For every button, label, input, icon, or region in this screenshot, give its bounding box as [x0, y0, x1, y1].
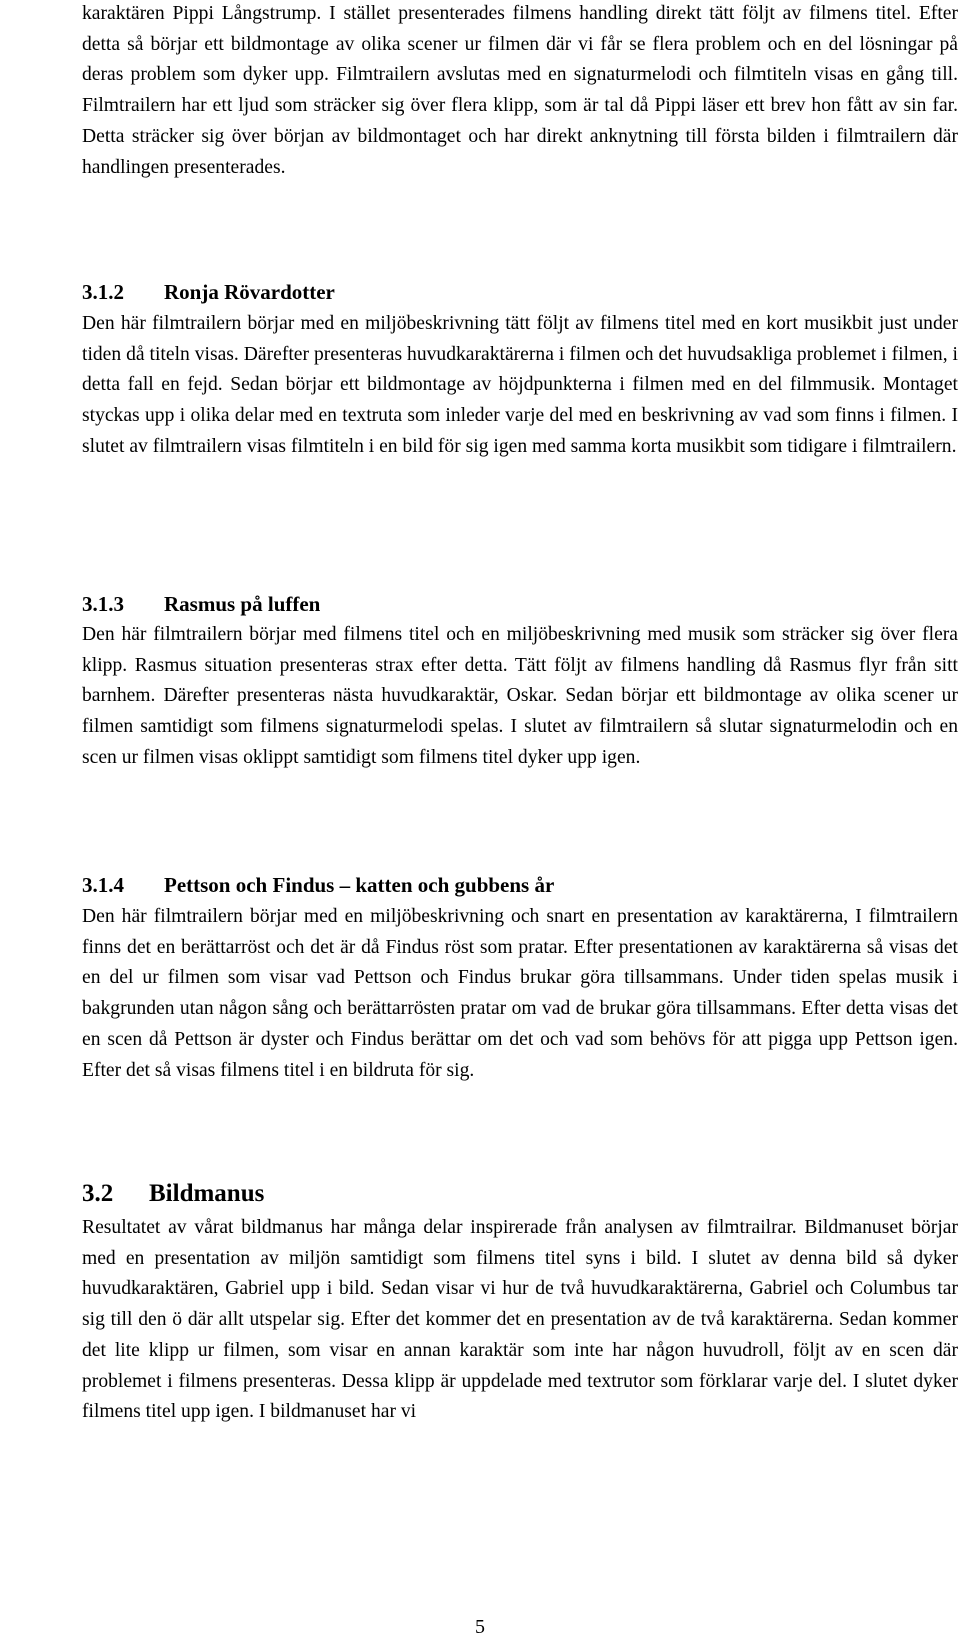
section-heading-3-1-3 [82, 589, 320, 619]
section-number: 3.1.2 [82, 280, 124, 304]
section-number: 3.1.4 [82, 873, 124, 897]
section-title: Bildmanus [149, 1180, 265, 1207]
section-title: Pettson och Findus – katten och gubbens år [164, 873, 555, 897]
page-number: 5 [475, 1616, 485, 1638]
section-body-3-1-3: Den här filmtrailern börjar med filmens titel och en miljöbeskrivning med musik som sträcker sig över flera klipp. Rasmus situation presenteras strax efter detta. Tätt följt av filmens handling då Rasmus flyr från sitt barnhem. Därefter presenteras nästa huvudkaraktär, Oskar. Sedan börjar ett bildmontage av olika scener ur filmen samtidigt som filmens signaturmelodi spelas. I slutet av filmtrailern så slutar signaturmelodin och en scen ur filmen visas oklippt samtidigt som filmens titel dyker upp igen. [82, 624, 958, 768]
section-number: 3.2 [82, 1180, 114, 1207]
section-body-3-1-4: Den här filmtrailern börjar med en miljöbeskrivning och snart en presentation av karaktärerna, I filmtrailern finns det en berättarröst och det är då Findus röst som pratar. Efter presentationen av karaktärerna så visas det en del ur filmen som visar vad Pettson och Findus brukar göra tillsammans. Under tiden spelas musik i bakgrunden utan någon sång och berättarrösten pratar om vad de brukar göra tillsammans. Efter detta visas det en scen då Pettson är dyster och Findus berättar om det och vad som behövs för att pigga upp Pettson igen. Efter det så visas filmens titel i en bildruta för sig. [82, 906, 958, 1081]
section-heading-3-2 [82, 1179, 264, 1209]
section-number: 3.1.3 [82, 592, 124, 616]
intro-paragraph: karaktären Pippi Långstrump. I stället presenterades filmens handling direkt tätt följt av filmens titel. Efter detta så börjar ett bildmontage av olika scener ur filmen där vi får se flera problem och en del lösningar på deras problem som dyker upp. Filmtrailern avslutas med en signaturmelodi och filmtiteln visas en gång till. Filmtrailern har ett ljud som sträcker sig över flera klipp, som är tal då Pippi läser ett brev hon fått av sin far. Detta sträcker sig över början av bildmontaget och har direkt anknytning till första bilden i filmtrailern där handlingen presenterades. [82, 3, 958, 178]
section-title: Rasmus på luffen [164, 592, 321, 616]
section-title: Ronja Rövardotter [164, 280, 335, 304]
section-body-3-2: Resultatet av vårat bildmanus har många delar inspirerade från analysen av filmtrailrar. Bildmanuset börjar med en presentation av miljön samtidigt som filmens titel syns i bild. I slutet av denna bild så dyker huvudkaraktären, Gabriel upp i bild. Sedan visar vi hur de två huvudkaraktärerna, Gabriel och Columbus tar sig till den ö där allt utspelar sig. Efter det kommer det en presentation av de två karaktärerna. Sedan kommer det lite klipp ur filmen, som visar en annan karaktär som inte har någon huvudroll, följt av en scen där problemet i filmens presenteras. Dessa klipp är uppdelade med textrutor som förklarar varje del. I slutet dyker filmens titel upp igen. I bildmanuset har vi [82, 1217, 958, 1423]
section-body-3-1-2: Den här filmtrailern börjar med en miljöbeskrivning tätt följt av filmens titel med en kort musikbit just under tiden då titeln visas. Därefter presenteras huvudkaraktärerna i filmen och det huvudsakliga problemet i filmen, i detta fall en fejd. Sedan börjar ett bildmontage av höjdpunkterna i filmen med en del filmmusik. Montaget styckas upp i olika delar med en textruta som inleder varje del med en beskrivning av vad som finns i filmen. I slutet av filmtrailern visas filmtiteln i en bild för sig igen med samma korta musikbit som tidigare i filmtrailern. [82, 313, 958, 457]
section-heading-3-1-4 [82, 870, 554, 900]
section-heading-3-1-2 [82, 277, 335, 307]
